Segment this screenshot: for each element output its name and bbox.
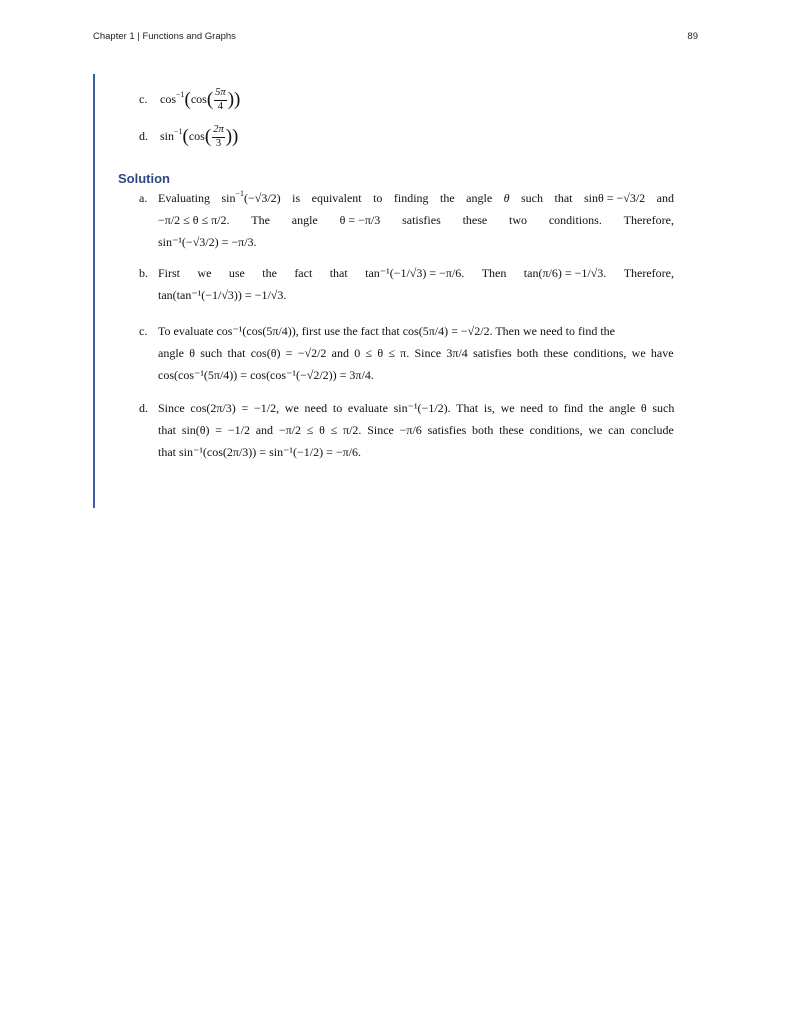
problem-expression: $\sin^{-1}(\cos$( $\frac{2\pi}{3}$ )) bbox=[160, 124, 239, 149]
problem-expression: $\cos^{-1}(\cos$( $\frac{5\pi}{4}$ )) bbox=[160, 87, 241, 112]
solution-d-line-2: that sin(θ) = −1/2 and −π/2 ≤ θ ≤ π/2. Since −π/6 satisfies both these conditions, we can conclude bbox=[158, 423, 674, 437]
solution-label: d. bbox=[139, 401, 148, 415]
page-number: 89 bbox=[687, 31, 698, 42]
chapter-title: Chapter 1 | Functions and Graphs bbox=[93, 31, 236, 42]
solution-label: b. bbox=[139, 266, 148, 280]
solution-heading: Solution bbox=[118, 171, 170, 186]
solution-label: a. bbox=[139, 191, 148, 205]
solution-c-line-3: cos(cos⁻¹(5π/4)) = cos(cos⁻¹(−√2/2)) = 3π/4. bbox=[158, 368, 374, 382]
fraction: $\frac{2\pi}{3}$ bbox=[213, 124, 224, 149]
page-header bbox=[93, 31, 698, 45]
fraction: $\frac{5\pi}{4}$ bbox=[215, 87, 226, 112]
problem-label: c. bbox=[139, 92, 148, 106]
problem-label: d. bbox=[139, 129, 148, 143]
solution-d-line-3: that sin⁻¹(cos(2π/3)) = sin⁻¹(−1/2) = −π/6. bbox=[158, 445, 362, 459]
solution-b-line-2: tan(tan⁻¹(−1/√3)) = −1/√3. bbox=[158, 288, 287, 302]
solution-b-line-1: First we use the fact that tan⁻¹(−1/√3) = −π/6. Then tan(π/6) = −1/√3. Therefore, bbox=[158, 266, 674, 280]
solution-a-line-2: −π/2 ≤ θ ≤ π/2. The angle θ = −π/3 satisfies these two conditions. Therefore, bbox=[158, 213, 674, 227]
solution-a-line-1: Evaluating $\sin^{-1}(-√3/2)$ is equivalent to finding the angle θ such that sinθ = −√3/2 and bbox=[158, 189, 674, 205]
solution-label: c. bbox=[139, 324, 148, 338]
solution-d-line-1: Since cos(2π/3) = −1/2, we need to evaluate sin⁻¹(−1/2). That is, we need to find the angle θ such bbox=[158, 401, 675, 415]
solution-c-line-2: angle θ such that cos(θ) = −√2/2 and 0 ≤ θ ≤ π. Since 3π/4 satisfies both these conditions, we have bbox=[158, 346, 674, 360]
example-sidebar-rule bbox=[93, 74, 95, 508]
solution-a-line-3: sin⁻¹(−√3/2) = −π/3. bbox=[158, 235, 257, 249]
solution-c-line-1: To evaluate cos⁻¹(cos(5π/4)), first use the fact that cos(5π/4) = −√2/2. Then we need to find the bbox=[158, 324, 615, 338]
